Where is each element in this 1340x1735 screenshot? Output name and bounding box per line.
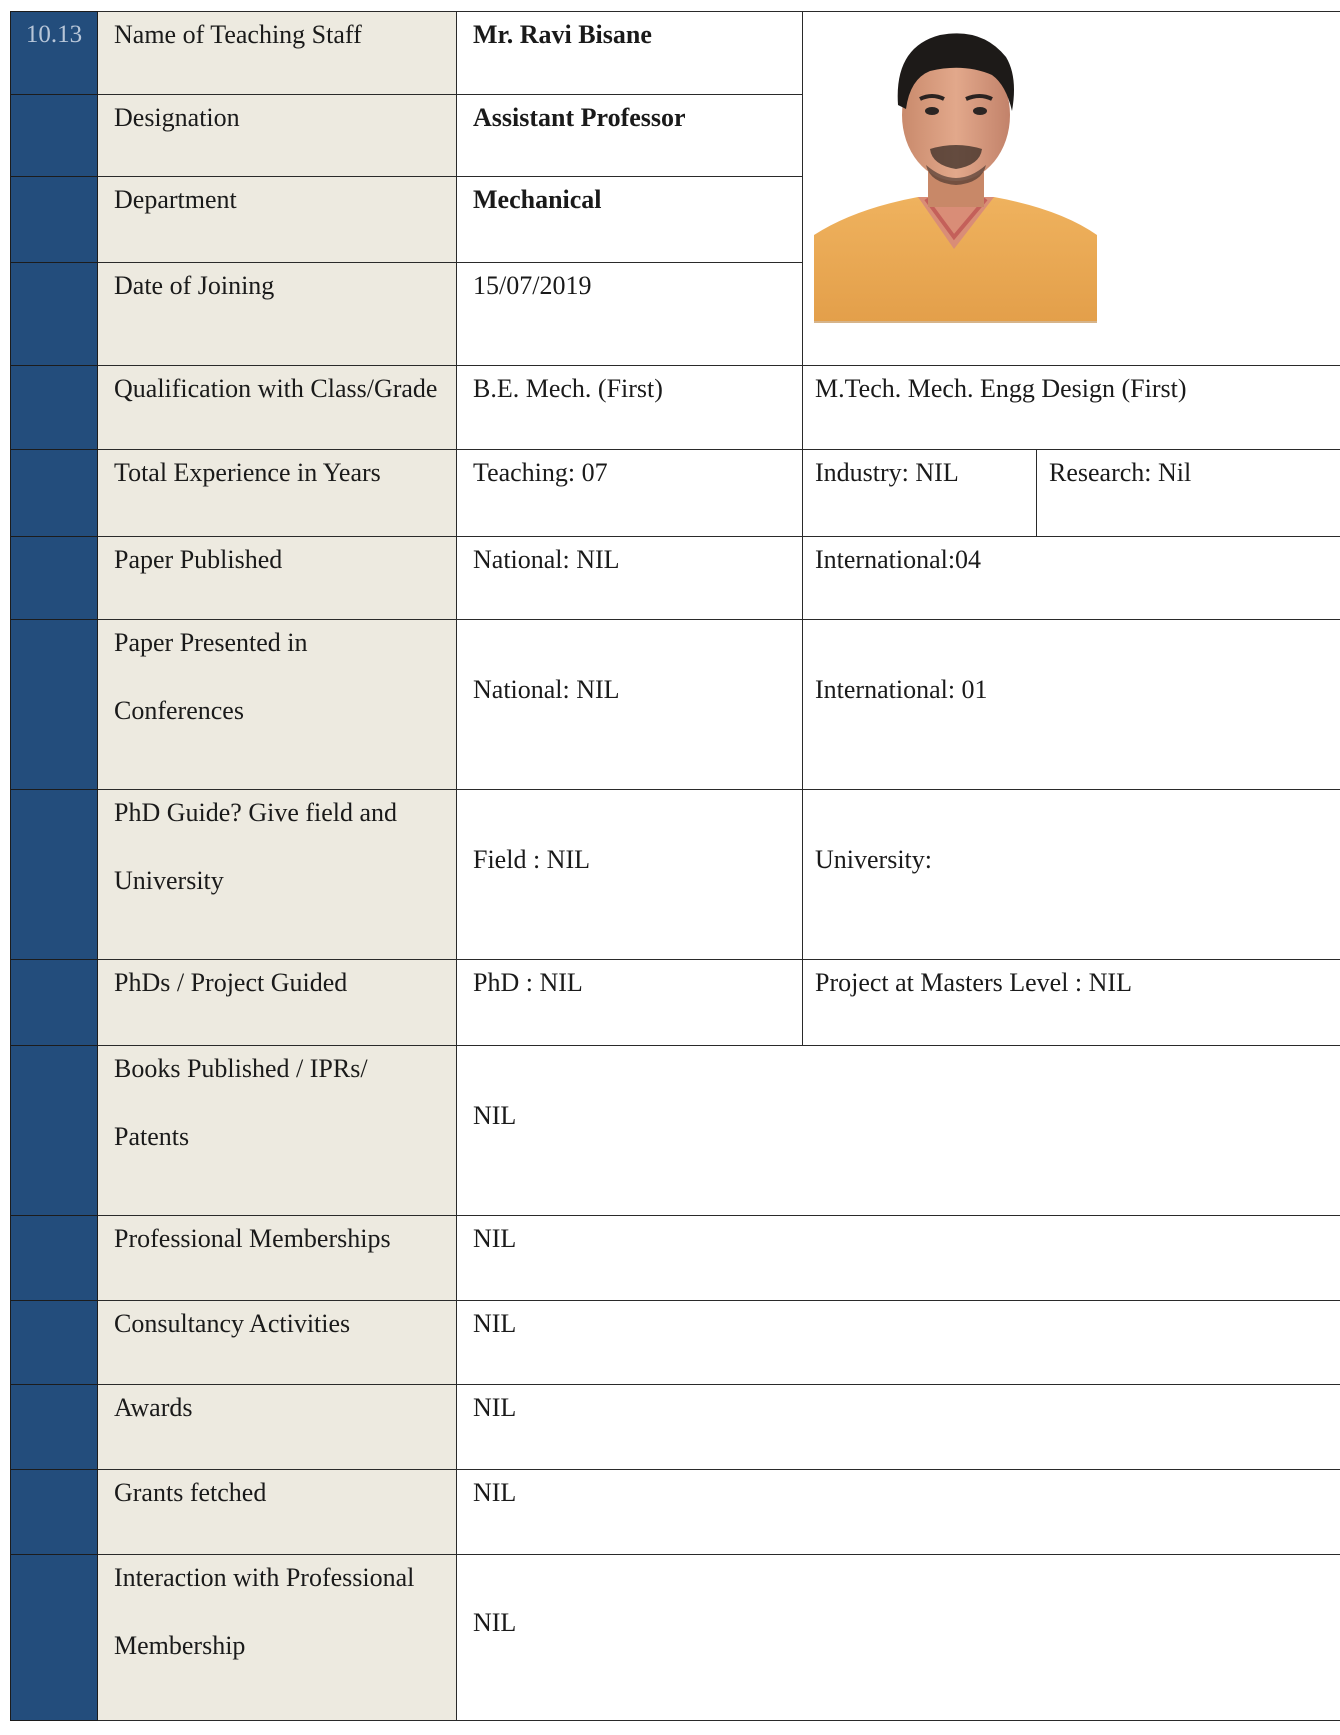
- section-number-cell: [11, 450, 98, 537]
- department-label: Department: [98, 177, 457, 263]
- section-number-cell: [11, 790, 98, 960]
- section-number-cell: [11, 1555, 98, 1721]
- memberships-label: Professional Memberships: [98, 1216, 457, 1301]
- row-experience: [11, 450, 1340, 537]
- phd-guide-university: University:: [803, 790, 1340, 960]
- row-paper-presented: [11, 620, 1340, 790]
- awards-value: NIL: [457, 1385, 1340, 1470]
- grants-label: Grants fetched: [98, 1470, 457, 1555]
- row-grants: [11, 1470, 1340, 1555]
- section-number-cell: [11, 1385, 98, 1470]
- awards-label: Awards: [98, 1385, 457, 1470]
- paper-presented-international: International: 01: [803, 620, 1340, 790]
- books-value: NIL: [457, 1046, 1340, 1216]
- doj-value: 15/07/2019: [457, 263, 803, 366]
- qualification-pg: M.Tech. Mech. Engg Design (First): [803, 366, 1340, 450]
- row-name: [11, 12, 1340, 95]
- photo-cell: [803, 12, 1340, 366]
- portrait-image: [814, 13, 1097, 323]
- row-consultancy: [11, 1301, 1340, 1385]
- phd-guide-label-line1: PhD Guide? Give field and: [114, 798, 398, 827]
- row-books: [11, 1046, 1340, 1216]
- row-phd-guide: [11, 790, 1340, 960]
- section-number-cell: [11, 1216, 98, 1301]
- row-paper-published: [11, 537, 1340, 620]
- row-interaction: [11, 1555, 1340, 1721]
- guided-label: PhDs / Project Guided: [98, 960, 457, 1046]
- memberships-value: NIL: [457, 1216, 1340, 1301]
- experience-industry: Industry: NIL: [803, 450, 1037, 537]
- phd-guide-label-line2: University: [114, 866, 224, 895]
- section-number-cell: [11, 620, 98, 790]
- phd-guide-label: [98, 790, 457, 960]
- section-number-cell: [11, 537, 98, 620]
- paper-presented-national: National: NIL: [457, 620, 803, 790]
- experience-label: Total Experience in Years: [98, 450, 457, 537]
- grants-value: NIL: [457, 1470, 1340, 1555]
- row-awards: [11, 1385, 1340, 1470]
- row-guided: [11, 960, 1340, 1046]
- department-value: Mechanical: [457, 177, 803, 263]
- section-number-cell: [11, 366, 98, 450]
- interaction-label: [98, 1555, 457, 1721]
- experience-research: Research: Nil: [1037, 450, 1340, 537]
- guided-phd: PhD : NIL: [457, 960, 803, 1046]
- interaction-label-line1: Interaction with Professional: [114, 1563, 415, 1592]
- designation-value: Assistant Professor: [457, 95, 803, 177]
- section-number-cell: [11, 1470, 98, 1555]
- paper-presented-label-line1: Paper Presented in: [114, 628, 308, 657]
- name-value: Mr. Ravi Bisane: [457, 12, 803, 95]
- section-number-cell: [11, 95, 98, 177]
- books-label-line2: Patents: [114, 1122, 190, 1151]
- section-number-cell: [11, 1046, 98, 1216]
- section-number-cell: [11, 177, 98, 263]
- section-number-cell: [11, 263, 98, 366]
- section-number-cell: [11, 960, 98, 1046]
- books-label-line1: Books Published / IPRs/: [114, 1054, 368, 1083]
- designation-label: Designation: [98, 95, 457, 177]
- consultancy-value: NIL: [457, 1301, 1340, 1385]
- section-number-cell: [11, 1301, 98, 1385]
- paper-published-national: National: NIL: [457, 537, 803, 620]
- books-label: [98, 1046, 457, 1216]
- consultancy-label: Consultancy Activities: [98, 1301, 457, 1385]
- name-label: Name of Teaching Staff: [98, 12, 457, 95]
- paper-published-label: Paper Published: [98, 537, 457, 620]
- paper-presented-label: [98, 620, 457, 790]
- interaction-value: NIL: [457, 1555, 1340, 1721]
- row-qualification: [11, 366, 1340, 450]
- phd-guide-field: Field : NIL: [457, 790, 803, 960]
- interaction-label-line2: Membership: [114, 1631, 246, 1660]
- paper-presented-label-line2: Conferences: [114, 696, 244, 725]
- section-number: 10.13: [25, 21, 83, 48]
- staff-profile-table: [10, 11, 1340, 1721]
- doj-label: Date of Joining: [98, 263, 457, 366]
- qualification-ug: B.E. Mech. (First): [457, 366, 803, 450]
- guided-masters: Project at Masters Level : NIL: [803, 960, 1340, 1046]
- paper-published-international: International:04: [803, 537, 1340, 620]
- staff-photo: [814, 13, 1097, 323]
- qualification-label: Qualification with Class/Grade: [98, 366, 457, 450]
- experience-teaching: Teaching: 07: [457, 450, 803, 537]
- section-number-cell: [11, 12, 98, 95]
- row-memberships: [11, 1216, 1340, 1301]
